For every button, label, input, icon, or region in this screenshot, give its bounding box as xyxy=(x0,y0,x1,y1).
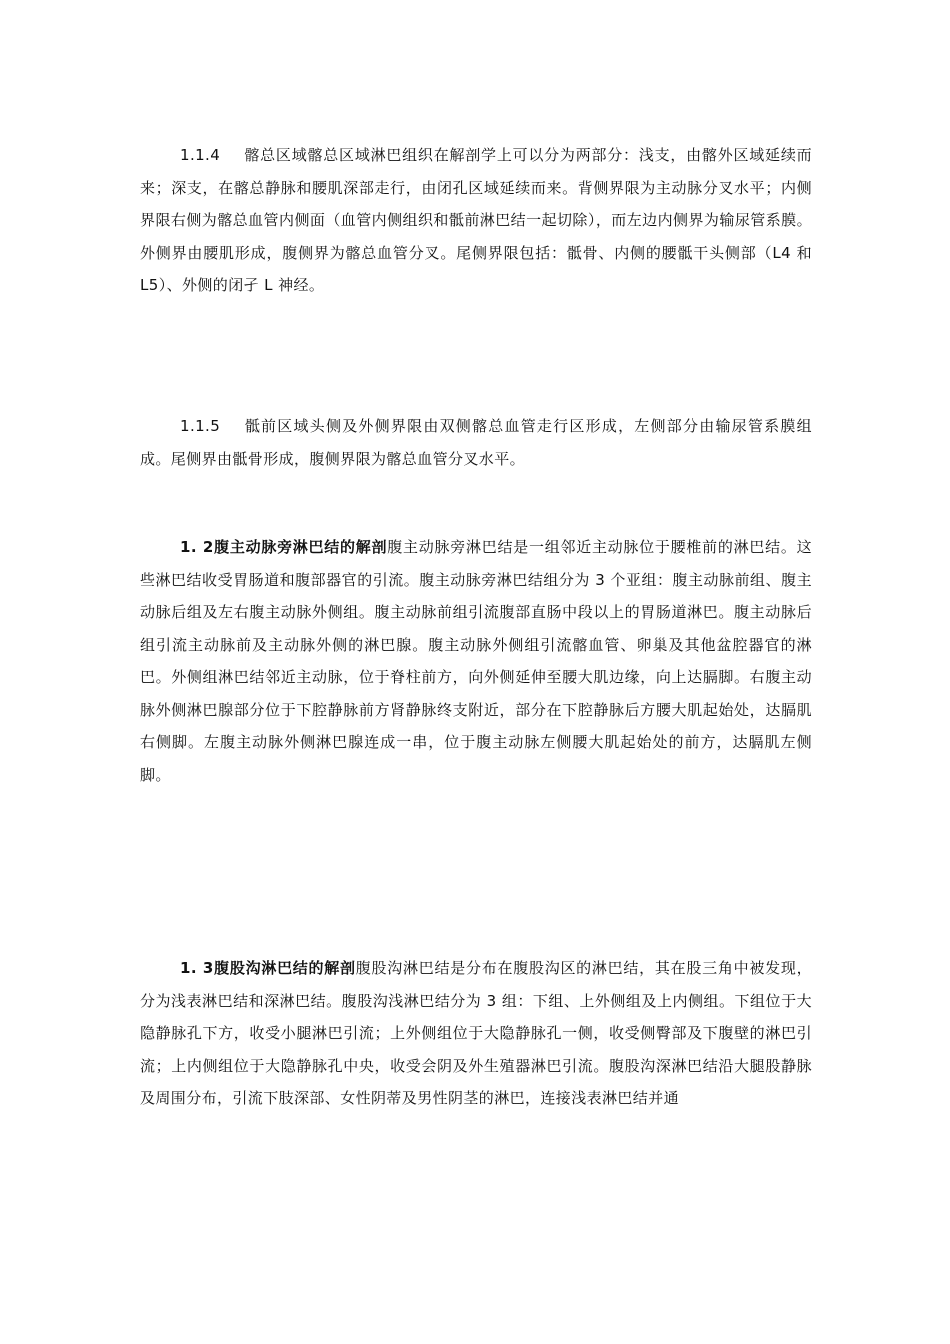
section-number: 1.1.4 xyxy=(180,146,221,164)
section-text: 髂总区域髂总区域淋巴组织在解剖学上可以分为两部分：浅支，由髂外区域延续而来；深支，在髂总静脉和腰肌深部走行，由闭孔区域延续而来。背侧界限为主动脉分叉水平；内侧界限右侧为髂总血管内侧面（血管内侧组织和骶前淋巴结一起切除），而左边内侧界为输尿管系膜。外侧界由腰肌形成，腹侧界为髂总血管分叉。尾侧界限包括：骶骨、内侧的腰骶干头侧部（L4 和 L5）、外侧的闭孑 L 神经。 xyxy=(140,146,812,294)
section-1-1-4 xyxy=(140,139,812,302)
section-text: 腹股沟淋巴结是分布在腹股沟区的淋巴结，其在股三角中被发现，分为浅表淋巴结和深淋巴结。腹股沟浅淋巴结分为 3 组：下组、上外侧组及上内侧组。下组位于大隐静脉孔下方，收受小腿淋巴引流；上外侧组位于大隐静脉孔一侧，收受侧臀部及下腹壁的淋巴引流；上内侧组位于大隐静脉孔中央，收受会阴及外生殖器淋巴引流。腹股沟深淋巴结沿大腿股静脉及周围分布，引流下肢深部、女性阴蒂及男性阴茎的淋巴，连接浅表淋巴结并通 xyxy=(140,959,812,1107)
section-number: 1. 3 xyxy=(180,959,214,977)
section-text: 骶前区域头侧及外侧界限由双侧髂总血管走行区形成，左侧部分由输尿管系膜组成。尾侧界由骶骨形成，腹侧界限为髂总血管分叉水平。 xyxy=(140,417,812,468)
section-1-3 xyxy=(140,952,812,1115)
section-text: 腹主动脉旁淋巴结是一组邻近主动脉位于腰椎前的淋巴结。这些淋巴结收受胃肠道和腹部器官的引流。腹主动脉旁淋巴结组分为 3 个亚组：腹主动脉前组、腹主动脉后组及左右腹主动脉外侧组。腹主动脉前组引流腹部直肠中段以上的胃肠道淋巴。腹主动脉后组引流主动脉前及主动脉外侧的淋巴腺。腹主动脉外侧组引流髂血管、卵巢及其他盆腔器官的淋巴。外侧组淋巴结邻近主动脉，位于脊柱前方，向外侧延伸至腰大肌边缘，向上达膈脚。右腹主动脉外侧淋巴腺部分位于下腔静脉前方肾静脉终支附近，部分在下腔静脉后方腰大肌起始处，达膈肌右侧脚。左腹主动脉外侧淋巴腺连成一串，位于腹主动脉左侧腰大肌起始处的前方，达膈肌左侧脚。 xyxy=(140,538,813,784)
section-heading: 腹主动脉旁淋巴结的解剖 xyxy=(213,538,388,556)
section-1-2 xyxy=(140,531,812,791)
section-number: 1.1.5 xyxy=(180,417,221,435)
section-1-1-5 xyxy=(140,410,812,475)
section-number: 1. 2 xyxy=(180,538,214,556)
section-heading: 腹股沟淋巴结的解剖 xyxy=(213,959,356,977)
